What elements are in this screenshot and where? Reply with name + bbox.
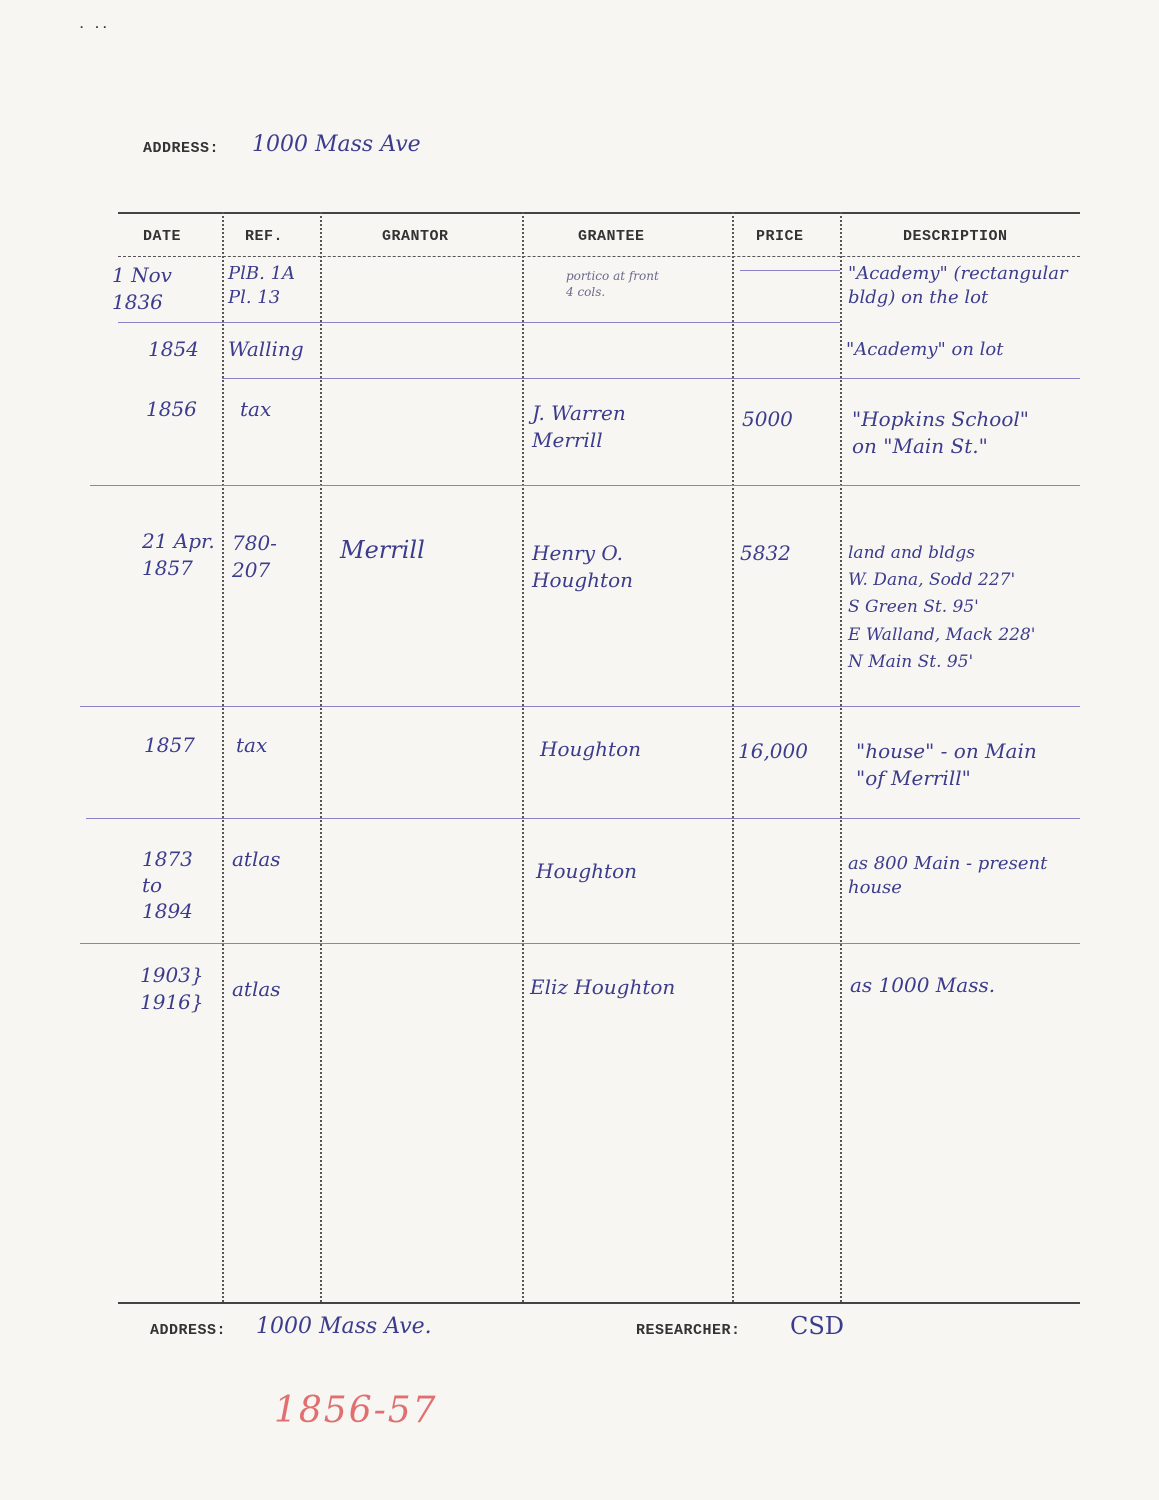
cell-description: "house" - on Main "of Merrill" xyxy=(856,739,1037,790)
column-divider xyxy=(732,212,734,1302)
footer-researcher-label: RESEARCHER: xyxy=(636,1322,741,1339)
cell-grantee: Houghton xyxy=(536,859,638,883)
column-divider xyxy=(840,212,842,1302)
column-divider xyxy=(320,212,322,1302)
cell-grantee: Houghton xyxy=(540,737,642,761)
header-address-value: 1000 Mass Ave xyxy=(252,132,421,157)
cell-grantee-note: portico at front 4 cols. xyxy=(566,269,659,300)
cell-grantee: J. Warren Merrill xyxy=(532,401,626,452)
cell-date: 1856 xyxy=(146,397,197,421)
cell-ref: tax xyxy=(236,733,268,757)
footer-researcher-value: CSD xyxy=(790,1312,845,1340)
row-separator xyxy=(90,485,1080,486)
column-header-date: DATE xyxy=(143,228,182,245)
cell-date: 1857 xyxy=(144,733,195,757)
corner-mark: . .. xyxy=(78,18,109,32)
row-separator xyxy=(222,378,1080,379)
footer-address-value: 1000 Mass Ave. xyxy=(256,1314,432,1339)
red-date-annotation: 1856-57 xyxy=(274,1390,438,1431)
cell-description: "Academy" on lot xyxy=(846,339,1004,360)
cell-ref: atlas xyxy=(232,847,281,871)
column-header-grantor: GRANTOR xyxy=(382,228,449,245)
footer-address-label: ADDRESS: xyxy=(150,1322,227,1339)
cell-date: 1873 to 1894 xyxy=(142,847,193,923)
header-bottom-rule xyxy=(118,256,1080,257)
cell-description: as 800 Main - present house xyxy=(848,853,1048,899)
row-separator xyxy=(86,818,1080,819)
pencil-dash xyxy=(740,270,840,271)
cell-ref: Walling xyxy=(228,337,304,361)
column-header-description: DESCRIPTION xyxy=(903,228,1008,245)
cell-grantee: Eliz Houghton xyxy=(530,975,676,999)
column-header-price: PRICE xyxy=(756,228,804,245)
cell-ref: PlB. 1A Pl. 13 xyxy=(228,263,295,309)
cell-price: 16,000 xyxy=(738,739,808,763)
row-separator xyxy=(118,322,840,323)
cell-date: 21 Apr. 1857 xyxy=(142,529,215,580)
row-separator xyxy=(80,706,1080,707)
column-header-ref: REF. xyxy=(245,228,284,245)
cell-description: land and bldgs W. Dana, Sodd 227' S Green St. 95' E Walland, Mack 228' N Main St. 95' xyxy=(848,543,1036,672)
cell-date: 1903} 1916} xyxy=(140,963,204,1014)
cell-grantor: Merrill xyxy=(340,536,425,564)
cell-date: 1854 xyxy=(148,337,199,361)
cell-description: "Hopkins School" on "Main St." xyxy=(852,407,1029,458)
table-bottom-rule xyxy=(118,1302,1080,1304)
cell-ref: atlas xyxy=(232,977,281,1001)
column-divider xyxy=(222,212,224,1302)
row-separator xyxy=(80,943,1080,944)
cell-grantee: Henry O. Houghton xyxy=(532,541,634,592)
cell-ref: tax xyxy=(240,397,272,421)
table-top-rule xyxy=(118,212,1080,214)
cell-date: 1 Nov 1836 xyxy=(112,263,172,314)
column-header-grantee: GRANTEE xyxy=(578,228,645,245)
cell-description: as 1000 Mass. xyxy=(850,973,996,997)
header-address-label: ADDRESS: xyxy=(143,140,220,157)
cell-ref: 780- 207 xyxy=(232,531,277,582)
cell-price: 5000 xyxy=(742,407,793,431)
cell-price: 5832 xyxy=(740,541,791,565)
cell-description: "Academy" (rectangular bldg) on the lot xyxy=(848,263,1068,309)
column-divider xyxy=(522,212,524,1302)
